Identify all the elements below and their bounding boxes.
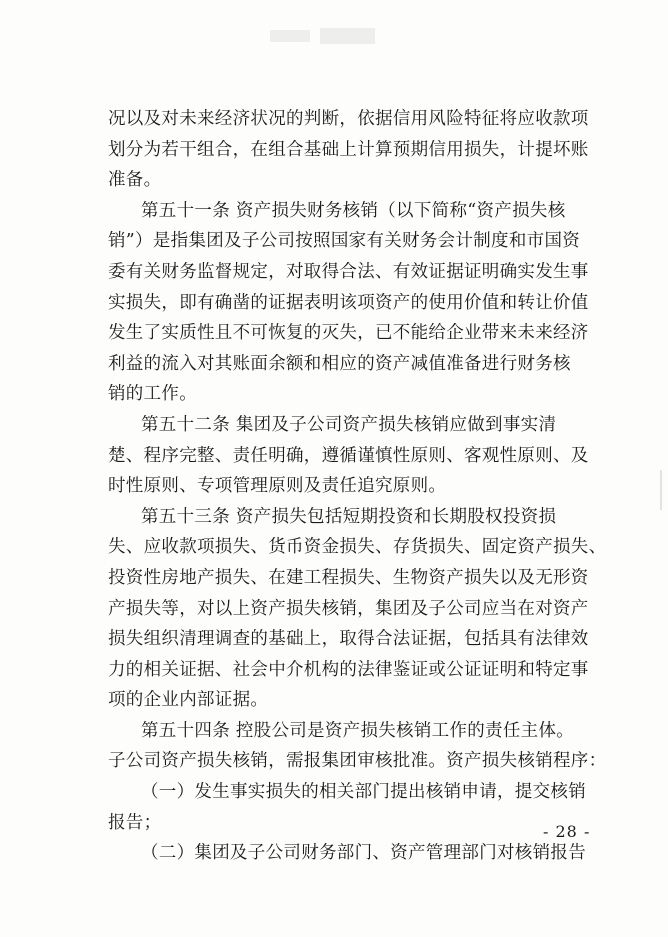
text-line: 发生了实质性且不可恢复的灭失，已不能给企业带来未来经济 bbox=[108, 323, 589, 344]
body-text bbox=[108, 104, 618, 869]
text-line: 第五十四条 控股公司是资产损失核销工作的责任主体。 bbox=[141, 720, 575, 741]
article-53 bbox=[108, 502, 618, 716]
faded-stamp-mark bbox=[250, 22, 400, 52]
scan-edge-marks bbox=[660, 470, 664, 510]
article-51 bbox=[108, 196, 618, 410]
text-line: （二）集团及子公司财务部门、资产管理部门对核销报告 bbox=[141, 843, 586, 864]
text-line: 实损失，即有确凿的证据表明该项资产的使用价值和转让价值 bbox=[108, 292, 589, 313]
text-line: 第五十二条 集团及子公司资产损失核销应做到事实清 bbox=[141, 414, 557, 435]
paragraph-credit-loss-tail bbox=[108, 104, 618, 196]
text-line: 销”）是指集团及子公司按照国家有关财务会计制度和市国资 bbox=[108, 231, 581, 252]
text-line: 准备。 bbox=[108, 170, 162, 191]
text-line: 失、应收款项损失、货币资金损失、存货损失、固定资产损失、 bbox=[108, 537, 607, 558]
text-line: 产损失等，对以上资产损失核销，集团及子公司应当在对资产 bbox=[108, 598, 589, 619]
text-line: 利益的流入对其账面余额和相应的资产减值准备进行财务核 bbox=[108, 353, 571, 374]
article-52 bbox=[108, 410, 618, 502]
text-line: 时性原则、专项管理原则及责任追究原则。 bbox=[108, 476, 447, 497]
text-line: 投资性房地产损失、在建工程损失、生物资产损失以及无形资 bbox=[108, 567, 589, 588]
text-line: 划分为若干组合，在组合基础上计算预期信用损失，计提坏账 bbox=[108, 139, 589, 160]
article-54 bbox=[108, 716, 618, 869]
text-line: 楚、程序完整、责任明确，遵循谨慎性原则、客观性原则、及 bbox=[108, 445, 589, 466]
text-line: 第五十一条 资产损失财务核销（以下简称“资产损失核 bbox=[141, 200, 566, 221]
text-line: 报告； bbox=[108, 812, 162, 833]
text-line: 况以及对未来经济状况的判断，依据信用风险特征将应收款项 bbox=[108, 109, 589, 129]
text-line: 子公司资产损失核销，需报集团审核批准。资产损失核销程序： bbox=[108, 751, 607, 772]
text-line: 委有关财务监督规定，对取得合法、有效证据证明确实发生事 bbox=[108, 261, 589, 282]
text-line: 项的企业内部证据。 bbox=[108, 690, 269, 711]
text-line: 销的工作。 bbox=[108, 384, 197, 405]
text-line: 力的相关证据、社会中介机构的法律鉴证或公证证明和特定事 bbox=[108, 659, 589, 680]
page-number: - 28 - bbox=[543, 822, 591, 841]
text-line: （一）发生事实损失的相关部门提出核销申请，提交核销 bbox=[141, 782, 586, 803]
text-line: 第五十三条 资产损失包括短期投资和长期股权投资损 bbox=[141, 506, 557, 527]
text-line: 损失组织清理调查的基础上，取得合法证据，包括具有法律效 bbox=[108, 629, 589, 650]
